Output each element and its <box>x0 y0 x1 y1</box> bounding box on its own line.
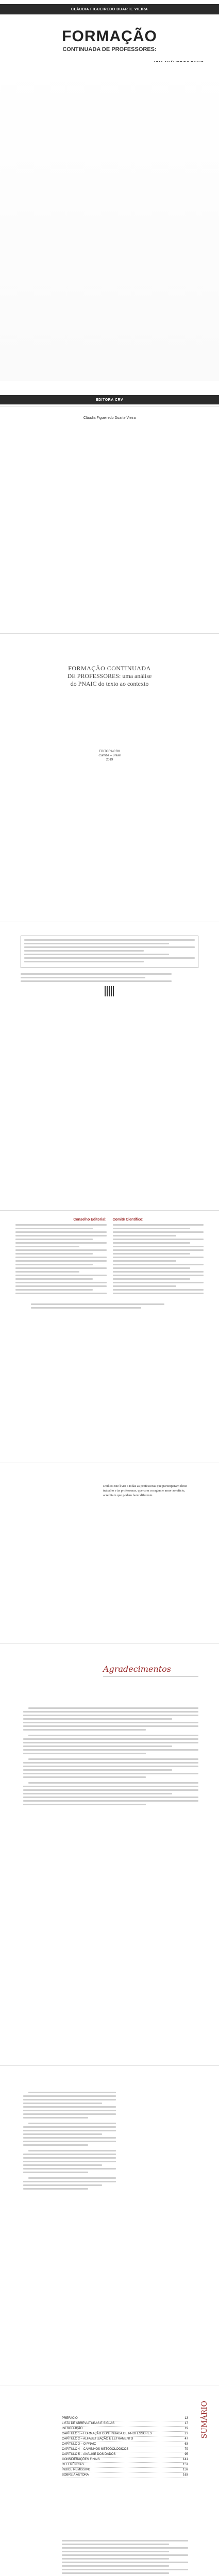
scientific-committee-heading: Comitê Científico: <box>112 1218 144 1222</box>
title-page <box>0 634 219 922</box>
title-line-1: FORMAÇÃO CONTINUADA <box>68 665 151 672</box>
summary-page <box>0 2385 219 2576</box>
catalog-block <box>21 936 198 968</box>
summary-entry-label: REFERÊNCIAS <box>62 2463 84 2466</box>
summary-entry <box>62 2442 188 2447</box>
cover-bottom-bar: EDITORA CRV <box>0 395 219 404</box>
publisher-name: EDITORA CRV <box>99 750 120 753</box>
acknowledgements-continued-page <box>0 2066 219 2385</box>
publisher-city: Curitiba – Brasil <box>98 754 121 757</box>
summary-entry <box>62 2447 188 2452</box>
summary-entry-page: 13 <box>184 2417 188 2420</box>
summary-entry <box>62 2416 188 2421</box>
summary-entry-label: ÍNDICE REMISSIVO <box>62 2468 91 2471</box>
summary-entry-page: 151 <box>182 2463 188 2466</box>
summary-entry-page: 17 <box>184 2422 188 2425</box>
summary-entry <box>62 2421 188 2427</box>
council-footnote <box>31 1303 188 1309</box>
cover-title: FORMAÇÃO <box>62 28 157 45</box>
author-page <box>0 407 219 634</box>
cover-artwork <box>0 62 219 381</box>
summary-entry-label: INTRODUÇÃO <box>62 2427 83 2430</box>
cover-top-bar: CLÁUDIA FIGUEIREDO DUARTE VIEIRA <box>0 4 219 14</box>
summary-entry-label: SOBRE A AUTORA <box>62 2473 89 2477</box>
summary-entry-page: 19 <box>184 2427 188 2430</box>
title-line-3: do PNAIC do texto ao contexto <box>70 680 149 687</box>
summary-entry-label: CAPÍTULO 1 – FORMAÇÃO CONTINUADA DE PROFESSORES <box>62 2432 152 2435</box>
summary-entry-label: CONSIDERAÇÕES FINAIS <box>62 2458 100 2461</box>
summary-entry <box>62 2473 188 2478</box>
acknowledgements-heading: Agradecimentos <box>103 1664 171 1674</box>
summary-entry-label: CAPÍTULO 5 – ANÁLISE DOS DADOS <box>62 2453 116 2456</box>
summary-entry-page: 141 <box>182 2458 188 2461</box>
author-name: Cláudia Figueiredo Duarte Vieira <box>83 416 136 420</box>
summary-entry <box>62 2452 188 2458</box>
summary-entry <box>62 2437 188 2442</box>
cover-page <box>0 0 219 407</box>
summary-entry-label: CAPÍTULO 4 – CAMINHOS METODOLÓGICOS <box>62 2448 129 2451</box>
summary-entry-label: CAPÍTULO 3 – O PNAIC <box>62 2443 96 2446</box>
summary-entry <box>62 2427 188 2432</box>
council-page <box>0 1211 219 1463</box>
acknowledgements-page <box>0 1643 219 2066</box>
summary-entry-label: PREFÁCIO <box>62 2417 78 2420</box>
acknowledgements-continued-body <box>23 2092 116 2190</box>
acknowledgements-body <box>23 1707 198 1805</box>
summary-entry-page: 47 <box>184 2437 188 2441</box>
dedication-page <box>0 1463 219 1643</box>
summary-entry <box>62 2432 188 2437</box>
summary-entry <box>62 2468 188 2473</box>
summary-side-label: SUMÁRIO <box>200 2401 209 2439</box>
catalog-page <box>0 922 219 1211</box>
dedication-text: Dedico este livro a todas as professoras que participaram deste trabalho e às professoras, que com coragem e amor ao ofício, acreditam que podem fazer diferente. <box>103 1484 187 1497</box>
summary-entry-label: CAPÍTULO 2 – ALFABETIZAÇÃO E LETRAMENTO <box>62 2437 133 2441</box>
summary-entry-page: 27 <box>184 2432 188 2435</box>
qr-code-icon <box>105 986 115 996</box>
council-heading: Conselho Editorial: <box>73 1218 107 1222</box>
summary-list-subentries <box>62 2540 188 2576</box>
summary-entry-label: LISTA DE ABREVIATURAS E SIGLAS <box>62 2422 115 2425</box>
summary-entry-page: 79 <box>184 2448 188 2451</box>
summary-entry <box>62 2458 188 2463</box>
summary-list <box>62 2416 188 2478</box>
summary-entry <box>62 2463 188 2468</box>
summary-entry-page: 95 <box>184 2453 188 2456</box>
title-line-2: DE PROFESSORES: uma análise <box>67 672 152 680</box>
publication-year: 2019 <box>106 758 113 761</box>
cover-subtitle: CONTINUADA DE PROFESSORES: <box>62 46 157 53</box>
summary-entry-page: 159 <box>182 2468 188 2471</box>
copyright-block <box>21 973 198 982</box>
summary-entry-page: 63 <box>184 2443 188 2446</box>
summary-entry-page: 163 <box>182 2473 188 2477</box>
